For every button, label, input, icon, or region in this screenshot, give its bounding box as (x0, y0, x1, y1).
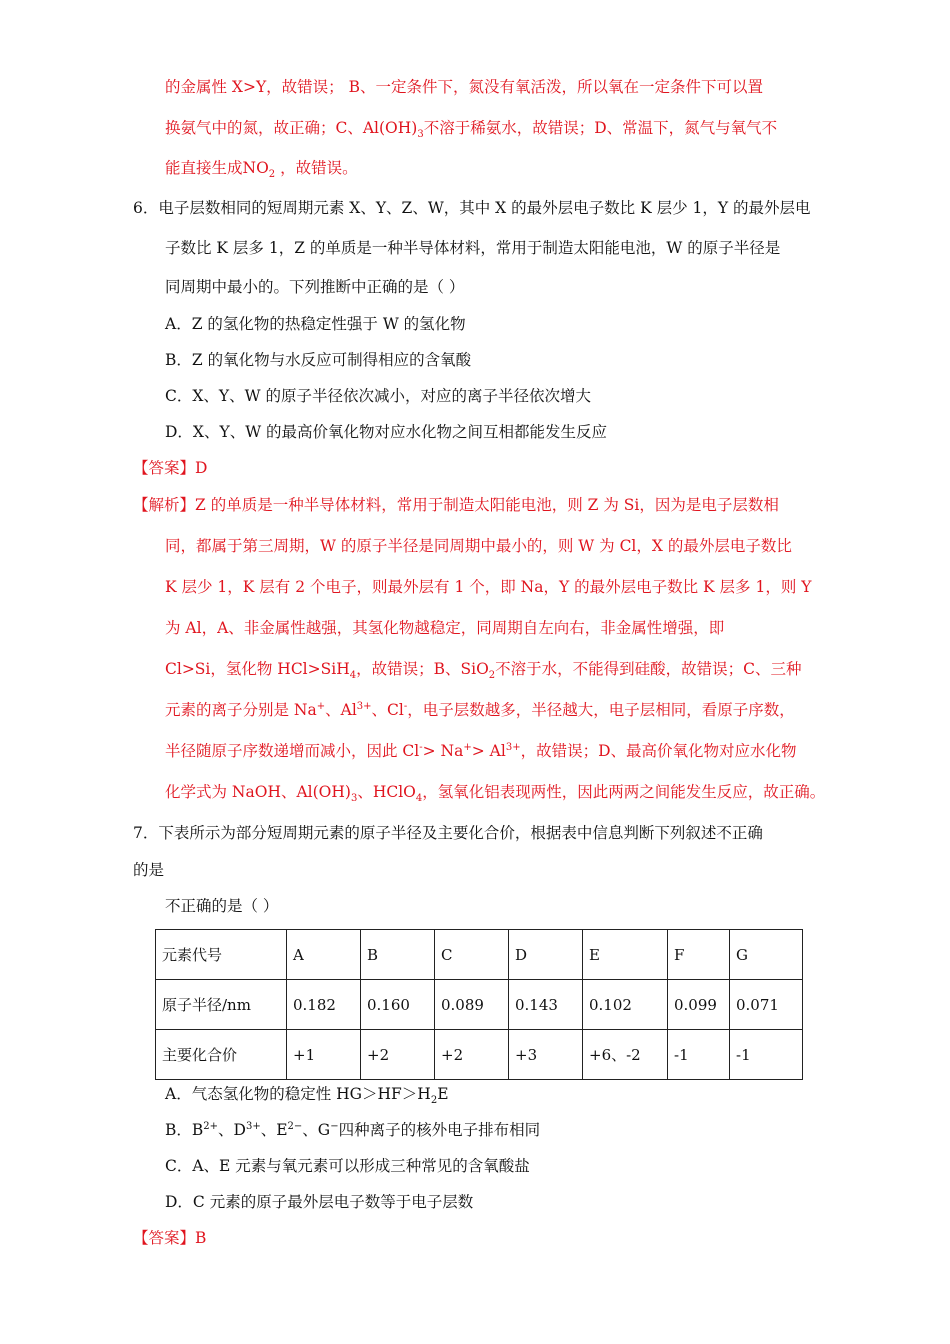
table-cell: 主要化合价 (156, 1030, 287, 1080)
q6-analysis-line-1: 【解析】Z 的单质是一种半导体材料，常用于制造太阳能电池，则 Z 为 Si，因为是电子层数相 (133, 496, 779, 514)
q6-analysis-line-6: 元素的离子分别是 Na+、$Al^{3+}$、Cl-，电子层数越多，半径越大，电子层相同，看原子序数， (165, 700, 795, 719)
table-cell: +2 (361, 1030, 435, 1080)
prev-explanation-line-3: 能直接生成$NO_2$ ，故错误。 (165, 159, 358, 181)
q6-analysis-line-3: K 层少 1，K 层有 2 个电子，则最外层有 1 个，即 Na，Y 的最外层电子数比 K 层多 1，则 Y (165, 578, 812, 596)
table-cell: 元素代号 (156, 930, 287, 980)
answer-tag: 【答案】 (133, 1229, 196, 1247)
q6-option-c: C．X、Y、W 的原子半径依次减小，对应的离子半径依次增大 (165, 387, 591, 405)
q6-analysis-line-7: 半径随原子序数递增而减小，因此 $Cl^-> Na^+> Al^{3+}$，故错误；D、最高价氧化物对应水化物 (165, 741, 797, 760)
table-cell: 0.182 (287, 980, 361, 1030)
table-cell: 0.099 (668, 980, 730, 1030)
q6-analysis-line-5: Cl>Si，氢化物 HCl>SiH$_4$，故错误；B、SiO$_2$不溶于水，不能得到硅酸，故错误；C、三种 (165, 660, 802, 682)
table-cell: 0.143 (509, 980, 583, 1030)
element-table (155, 929, 803, 1080)
q7-answer: 【答案】B (133, 1229, 207, 1247)
analysis-tag: 【解析】 (133, 496, 196, 514)
table-cell: B (361, 930, 435, 980)
table-cell: D (509, 930, 583, 980)
q6-answer: 【答案】D (133, 459, 208, 477)
table-cell: 0.160 (361, 980, 435, 1030)
q7-option-c: C．A、E 元素与氧元素可以形成三种常见的含氧酸盐 (165, 1157, 530, 1175)
q6-stem-line-1: 6．电子层数相同的短周期元素 X、Y、Z、W，其中 X 的最外层电子数比 K 层少 1，Y 的最外层电 (133, 199, 811, 217)
table-cell: -1 (730, 1030, 803, 1080)
table-cell: F (668, 930, 730, 980)
q6-option-b: B．Z 的氧化物与水反应可制得相应的含氧酸 (165, 351, 472, 369)
q7-stem-line-3: 不正确的是（ ） (165, 897, 279, 915)
table-cell: 0.071 (730, 980, 803, 1030)
q6-option-a: A．Z 的氢化物的热稳定性强于 W 的氢化物 (165, 315, 466, 333)
table-cell: 原子半径/nm (156, 980, 287, 1030)
table-cell: -1 (668, 1030, 730, 1080)
table-row (156, 930, 803, 980)
table-cell: +6、-2 (583, 1030, 668, 1080)
table-cell: G (730, 930, 803, 980)
q6-analysis-line-8: 化学式为 NaOH、$Al(OH)_3$、HClO$_4$，氢氧化铝表现两性，因此两两之间能发生反应，故正确。 (165, 783, 826, 805)
table-cell: 0.089 (435, 980, 509, 1030)
q6-analysis-line-2: 同，都属于第三周期，W 的原子半径是同周期中最小的，则 W 为 Cl，X 的最外层电子数比 (165, 537, 792, 555)
table-cell: C (435, 930, 509, 980)
table-cell: E (583, 930, 668, 980)
q6-analysis-line-4: 为 Al，A、非金属性越强，其氢化物越稳定，同周期自左向右，非金属性增强，即 (165, 619, 725, 637)
q7-stem-line-1: 7．下表所示为部分短周期元素的原子半径及主要化合价，根据表中信息判断下列叙述不正确 (133, 824, 763, 842)
q7-stem-line-2: 的是 (133, 861, 165, 879)
table-cell: A (287, 930, 361, 980)
table-cell: +1 (287, 1030, 361, 1080)
table-cell: +3 (509, 1030, 583, 1080)
prev-explanation-line-1: 的金属性 X>Y，故错误； B、一定条件下，氮没有氧活泼，所以氧在一定条件下可以置 (165, 78, 764, 96)
table-row (156, 980, 803, 1030)
q6-stem-line-3: 同周期中最小的。下列推断中正确的是（ ） (165, 278, 465, 296)
prev-explanation-line-2: 换氨气中的氮，故正确；C、$Al(OH)_3$不溶于稀氨水，故错误；D、常温下，氮气与氧气不 (165, 119, 778, 141)
table-cell: 0.102 (583, 980, 668, 1030)
q7-option-b: B．$B^{2+}$、$D^{3+}$、$E^{2-}$、G−四种离子的核外电子排布相同 (165, 1120, 541, 1139)
answer-tag: 【答案】 (133, 459, 196, 477)
table-row (156, 1030, 803, 1080)
q6-stem-line-2: 子数比 K 层多 1，Z 的单质是一种半导体材料，常用于制造太阳能电池，W 的原子半径是 (165, 239, 781, 257)
q7-option-a: A．气态氢化物的稳定性 $HG>HF>H_2E$ (165, 1085, 449, 1107)
q6-option-d: D．X、Y、W 的最高价氧化物对应水化物之间互相都能发生反应 (165, 423, 608, 441)
q7-option-d: D．C 元素的原子最外层电子数等于电子层数 (165, 1193, 474, 1211)
table-cell: +2 (435, 1030, 509, 1080)
